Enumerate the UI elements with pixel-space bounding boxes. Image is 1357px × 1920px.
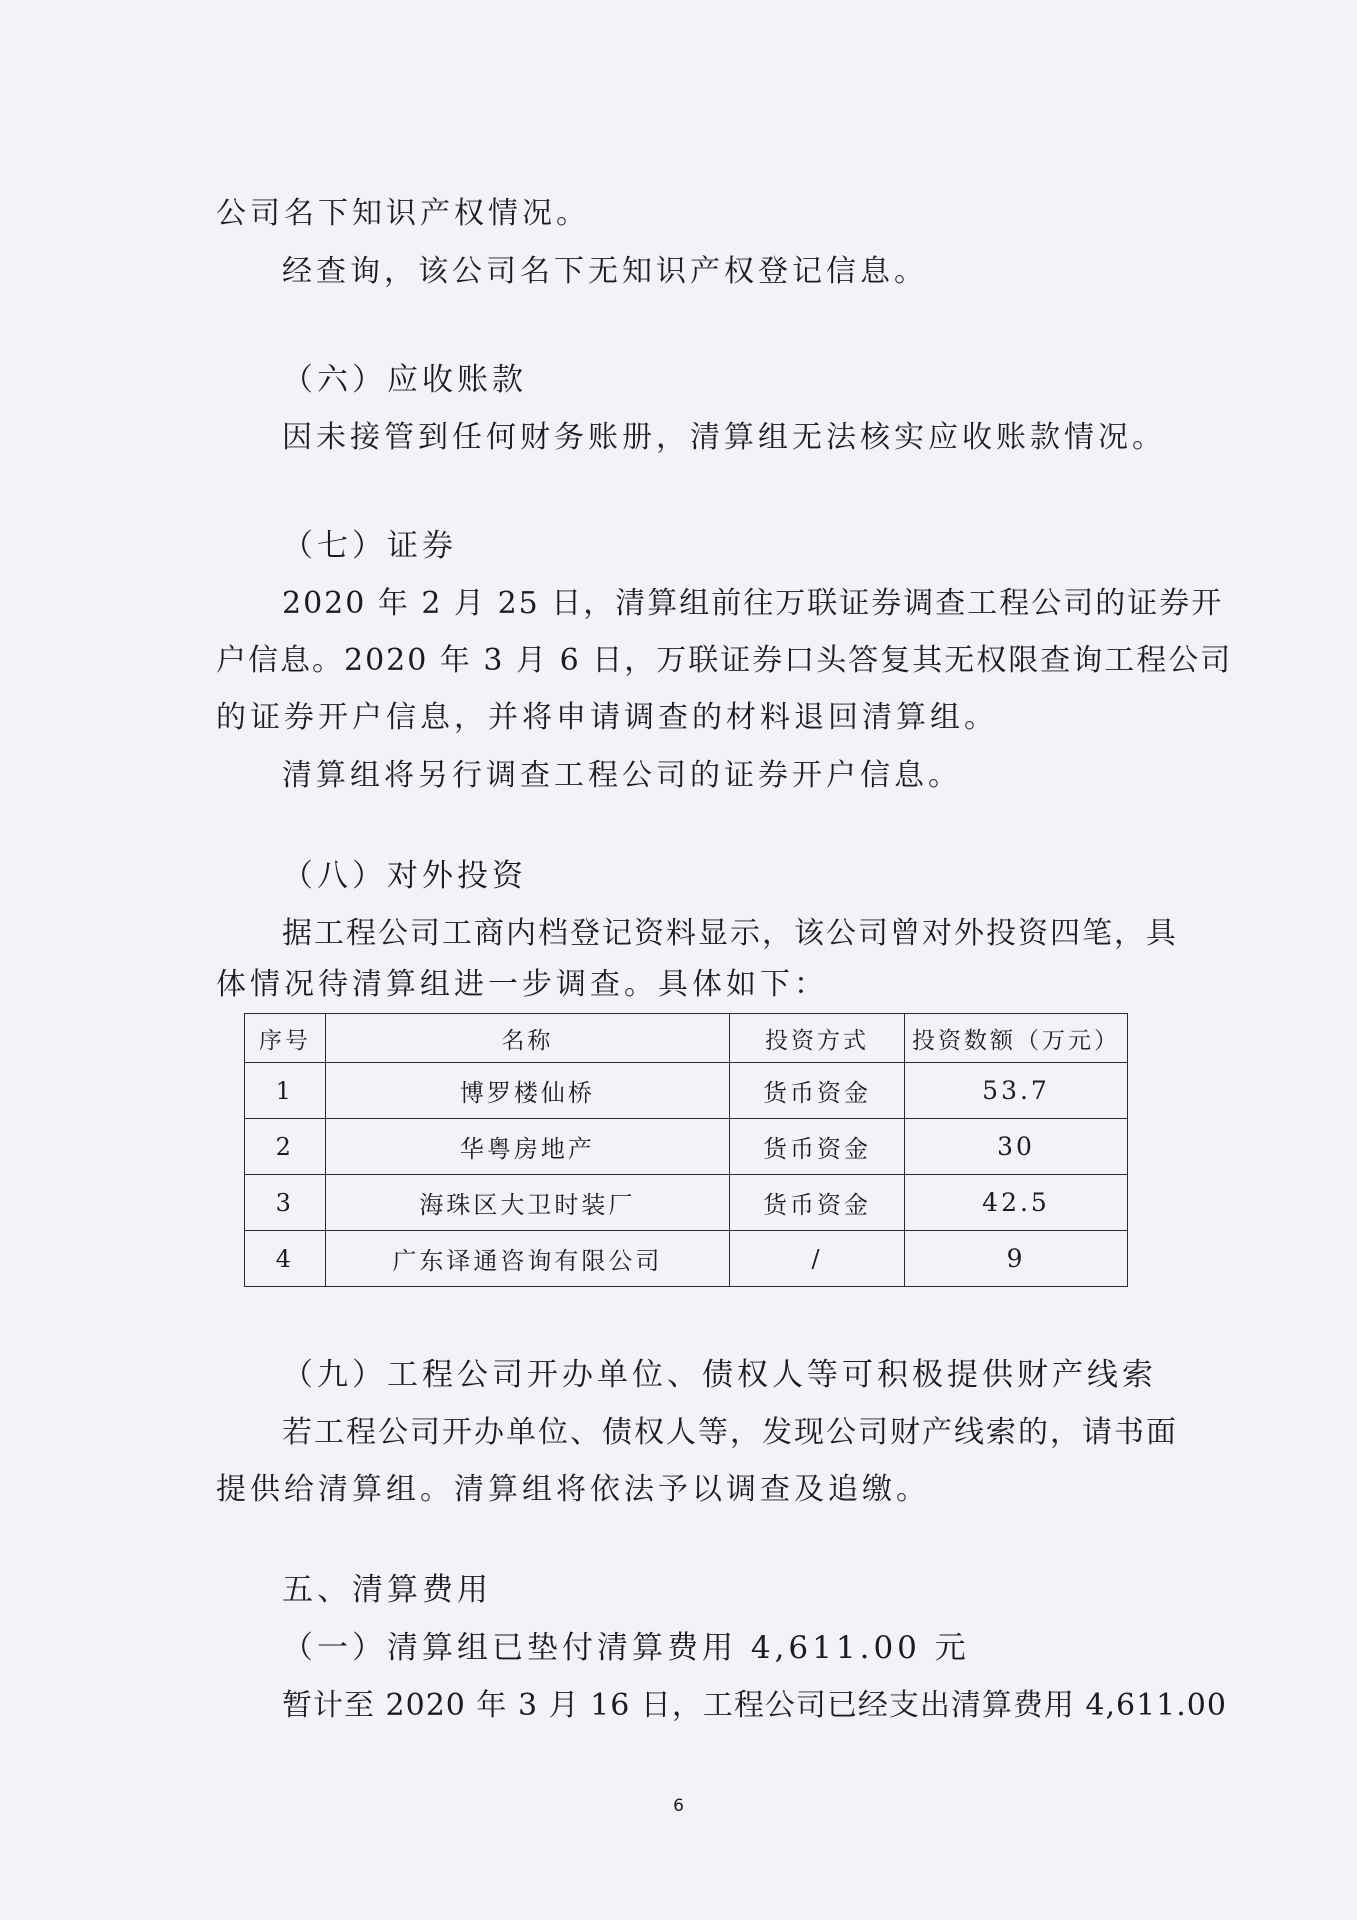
page-number: 6 [673,1796,684,1816]
cell-method: 货币资金 [730,1063,905,1119]
column-header-amount: 投资数额（万元） [905,1014,1128,1063]
cell-index: 2 [245,1119,326,1175]
table-row [245,1175,1128,1231]
cell-index: 3 [245,1175,326,1231]
section-heading-accounts-receivable: （六）应收账款 [282,362,527,398]
section-heading-liquidation-expenses: 五、清算费用 [282,1572,492,1608]
cell-amount: 53.7 [905,1063,1128,1119]
table-row [245,1231,1128,1287]
paragraph-line: 清算组将另行调查工程公司的证券开户信息。 [282,758,962,793]
cell-method: 货币资金 [730,1119,905,1175]
column-header-name: 名称 [325,1014,729,1063]
cell-name: 广东译通咨询有限公司 [325,1231,729,1287]
table-row [245,1119,1128,1175]
column-header-method: 投资方式 [730,1014,905,1063]
investment-table [244,1013,1128,1287]
paragraph-line: 若工程公司开办单位、债权人等，发现公司财产线索的，请书面 [282,1415,1178,1450]
cell-index: 1 [245,1063,326,1119]
subsection-heading-advanced-expenses: （一）清算组已垫付清算费用 4,611.00 元 [282,1630,970,1666]
paragraph-line: 暂计至 2020 年 3 月 16 日，工程公司已经支出清算费用 4,611.00 [282,1688,1227,1723]
cell-amount: 9 [905,1231,1128,1287]
table-row [245,1063,1128,1119]
cell-method: / [730,1231,905,1287]
cell-index: 4 [245,1231,326,1287]
table-header-row [245,1014,1128,1063]
paragraph-line: 据工程公司工商内档登记资料显示，该公司曾对外投资四笔，具 [282,916,1178,951]
paragraph-line: 经查询，该公司名下无知识产权登记信息。 [282,254,928,289]
paragraph-line: 2020 年 2 月 25 日，清算组前往万联证券调查工程公司的证券开 [282,586,1224,621]
section-heading-securities: （七）证券 [282,528,457,564]
paragraph-line: 因未接管到任何财务账册，清算组无法核实应收账款情况。 [282,420,1166,455]
paragraph-line: 公司名下知识产权情况。 [216,196,590,231]
paragraph-line: 体情况待清算组进一步调查。具体如下： [216,967,828,1002]
cell-name: 海珠区大卫时装厂 [325,1175,729,1231]
section-heading-external-investment: （八）对外投资 [282,858,527,894]
cell-amount: 30 [905,1119,1128,1175]
cell-name: 博罗楼仙桥 [325,1063,729,1119]
cell-method: 货币资金 [730,1175,905,1231]
cell-amount: 42.5 [905,1175,1128,1231]
column-header-index: 序号 [245,1014,326,1063]
paragraph-line: 提供给清算组。清算组将依法予以调查及追缴。 [216,1472,930,1507]
cell-name: 华粤房地产 [325,1119,729,1175]
section-heading-property-clues: （九）工程公司开办单位、债权人等可积极提供财产线索 [282,1357,1157,1393]
paragraph-line: 的证券开户信息，并将申请调查的材料退回清算组。 [216,700,998,735]
paragraph-line: 户信息。2020 年 3 月 6 日，万联证券口头答复其无权限查询工程公司 [216,643,1233,678]
